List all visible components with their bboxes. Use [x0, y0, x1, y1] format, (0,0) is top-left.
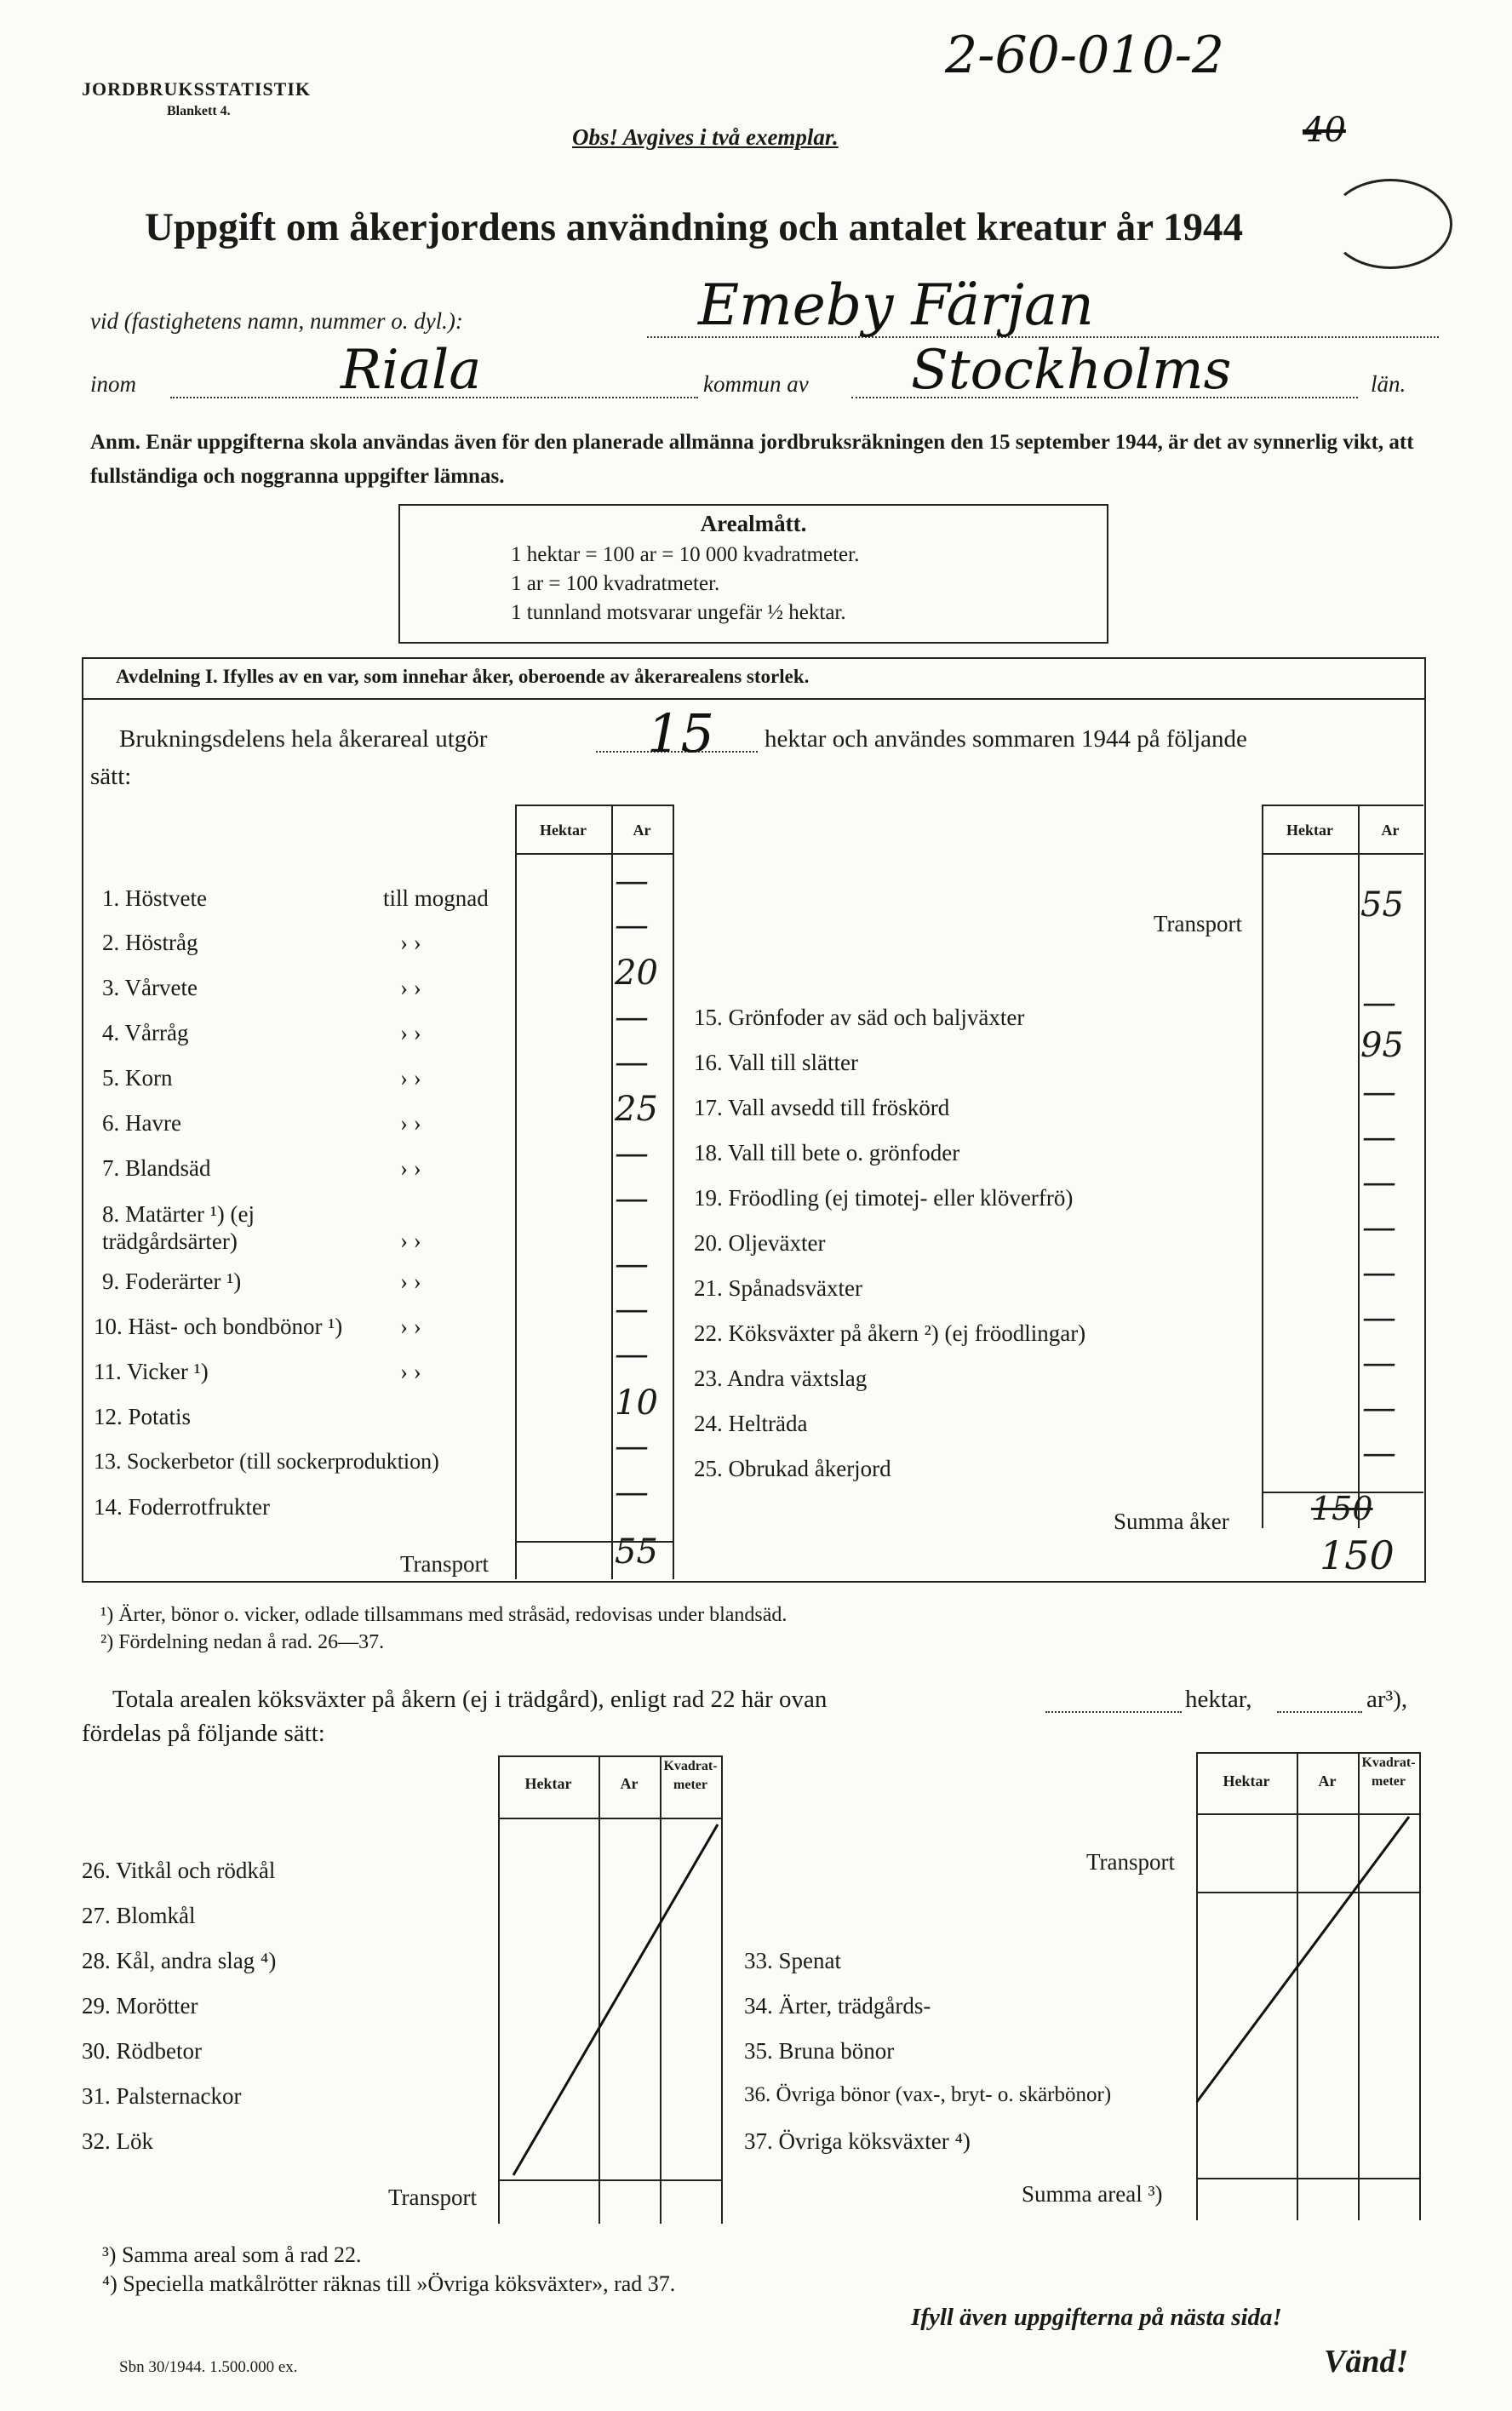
list-item: 26. Vitkål och rödkål [82, 1858, 276, 1883]
left-col-ar: Ar [633, 822, 651, 839]
summa-struck-value: 150 [1311, 1490, 1373, 1527]
summa-value: 150 [1320, 1532, 1395, 1578]
footnote-3: ³) Samma areal som å rad 22. [102, 2242, 362, 2267]
left-transport-label: Transport [400, 1551, 490, 1577]
list-item: 27. Blomkål [82, 1903, 196, 1928]
section-2-intro-b: fördelas på följande sätt: [82, 1720, 325, 1747]
inom-value: Riala [341, 339, 482, 402]
cell-value: — [615, 862, 649, 901]
list-item: 33. Spenat [744, 1948, 841, 1973]
section-1-divider [82, 698, 1425, 700]
list-item: 14. Foderrotfrukter [94, 1494, 270, 1520]
left-col-line-1 [515, 805, 517, 1579]
list-item: 11. Vicker ¹) [94, 1359, 209, 1384]
list-item: 36. Övriga bönor (vax-, bryt- o. skärbönor) [744, 2083, 1112, 2106]
fill-next-page-note: Ifyll även uppgifterna på nästa sida! [911, 2304, 1282, 2331]
list-item: 34. Ärter, trädgårds- [744, 1993, 931, 2019]
list-item: 25. Obrukad åkerjord [694, 1456, 891, 1481]
list-item: 23. Andra växtslag [694, 1366, 868, 1391]
left-col-hektar: Hektar [540, 822, 587, 839]
cell-value: — [615, 1043, 649, 1082]
vid-value: Emeby Färjan [698, 272, 1094, 338]
s2-left-transport-line [498, 2179, 721, 2181]
left-col-line-2 [611, 805, 613, 1579]
list-item: 19. Fröodling (ej timotej- eller klöverfrö) [694, 1185, 1074, 1211]
org-name: JORDBRUKSSTATISTIK [82, 78, 312, 100]
right-table-top [1262, 805, 1423, 806]
s2-left-col-4 [721, 1755, 723, 2224]
kommun-value: Stockholms [911, 339, 1232, 402]
reference-number: 2-60-010-2 [945, 26, 1225, 85]
list-item: 22. Köksväxter på åkern ²) (ej fröodlingar) [694, 1320, 1086, 1346]
list-item: 13. Sockerbetor (till sockerproduktion) [94, 1449, 439, 1474]
acreage-intro: Brukningsdelens hela åkerareal utgör [119, 725, 488, 753]
struck-number: 40 [1303, 111, 1346, 150]
s2-left-col-kvm: Kvadrat-meter [663, 1759, 718, 1792]
s2-right-transport: Transport [1086, 1849, 1176, 1875]
ditto-mark: › › [400, 1065, 421, 1091]
arealmatt-line3: 1 tunnland motsvarar ungefär ½ hektar. [511, 601, 846, 624]
arealmatt-line2: 1 ar = 100 kvadratmeter. [511, 572, 720, 595]
ditto-mark: › › [400, 1228, 421, 1253]
cell-value: — [1362, 1389, 1396, 1428]
right-col-ar: Ar [1381, 822, 1400, 839]
list-item: 32. Lök [82, 2128, 153, 2154]
list-item: 10. Häst- och bondbönor ¹) [94, 1314, 343, 1339]
cell-value: 25 [615, 1090, 658, 1129]
s2-left-transport: Transport [388, 2185, 478, 2210]
page-title: Uppgift om åkerjordens användning och antalet kreatur år 1944 [145, 205, 1243, 249]
arealmatt-title: Arealmått. [700, 511, 807, 536]
turn-over-note: Vänd! [1324, 2344, 1409, 2380]
list-item: 5. Korn [102, 1065, 173, 1091]
cell-value: — [615, 1179, 649, 1218]
s2-right-col-hektar: Hektar [1223, 1772, 1270, 1790]
right-col-line-2 [1358, 805, 1360, 1528]
left-transport-value: 55 [615, 1532, 658, 1572]
arealmatt-box [398, 504, 1108, 644]
lan-label: län. [1371, 371, 1406, 397]
cell-value: 95 [1360, 1026, 1404, 1065]
cell-value: — [1362, 1163, 1396, 1202]
left-table-header-line [515, 853, 673, 855]
s2-right-col-ar: Ar [1318, 1772, 1337, 1790]
right-col-hektar: Hektar [1286, 822, 1333, 839]
section-2-hektar-line [1045, 1711, 1182, 1713]
ditto-mark: › › [400, 1020, 421, 1045]
cell-value: — [1362, 1298, 1396, 1337]
list-item: 6. Havre [102, 1110, 181, 1136]
cell-value: — [615, 1134, 649, 1173]
cell-value: — [615, 1427, 649, 1466]
list-item: 7. Blandsäd [102, 1155, 211, 1181]
kommun-label: kommun av [703, 371, 809, 397]
cell-value: — [1362, 983, 1396, 1022]
cell-value: — [1362, 1343, 1396, 1383]
ditto-mark: › › [400, 1110, 421, 1136]
cell-value: 20 [615, 954, 658, 993]
s2-left-strike-icon [498, 1818, 721, 2179]
note-text: Anm. Enär uppgifterna skola användas även för den planerade allmänna jordbruksräkningen den 15 september 1944, är det av synnerlig vikt, att fullständiga och noggranna uppgifter lämnas. [90, 431, 1414, 488]
cell-value: 10 [615, 1383, 658, 1423]
s2-left-col-hektar: Hektar [524, 1775, 572, 1792]
list-item: 35. Bruna bönor [744, 2038, 895, 2064]
acreage-intro-b: hektar och användes sommaren 1944 på följande [765, 725, 1247, 753]
list-item: 8. Matärter ¹) (ej trädgårdsärter) [102, 1201, 255, 1254]
footnote-1: ¹) Ärter, bönor o. vicker, odlade tillsammans med stråsäd, redovisas under blandsäd. [100, 1604, 788, 1626]
obs-note: Obs! Avgives i två exemplar. [572, 124, 839, 150]
acreage-intro-c: sätt: [90, 763, 132, 790]
s2-summa-line [1196, 2178, 1419, 2179]
vid-label: vid (fastighetens namn, nummer o. dyl.): [90, 308, 463, 334]
cell-value: — [1362, 1208, 1396, 1247]
right-transport-value: 55 [1360, 885, 1404, 925]
section-2-intro: Totala arealen köksväxter på åkern (ej i trädgård), enligt rad 22 här ovan [112, 1686, 828, 1713]
section-1-title: Avdelning I. Ifylles av en var, som innehar åker, oberoende av åkerarealens storlek. [116, 666, 810, 687]
footnote-4: ⁴) Speciella matkålrötter räknas till »Övriga köksväxter», rad 37. [102, 2271, 676, 2296]
list-item: 4. Vårråg [102, 1020, 189, 1045]
list-item: 18. Vall till bete o. grönfoder [694, 1140, 960, 1165]
list-item: 1. Höstvete [102, 885, 207, 911]
list-item: 30. Rödbetor [82, 2038, 202, 2064]
summa-label: Summa åker [1114, 1509, 1229, 1534]
list-item: 37. Övriga köksväxter ⁴) [744, 2128, 971, 2154]
right-col-line-1 [1262, 805, 1263, 1528]
s2-right-strike-icon [1196, 1813, 1419, 2175]
footnote-2: ²) Fördelning nedan å rad. 26—37. [100, 1631, 385, 1653]
ditto-mark: › › [400, 1155, 421, 1181]
cell-value: — [615, 1290, 649, 1329]
ditto-mark: › › [400, 1268, 421, 1294]
list-item: 15. Grönfoder av säd och baljväxter [694, 1005, 1025, 1030]
s2-summa: Summa areal ³) [1022, 2181, 1163, 2207]
cell-value: — [1362, 1253, 1396, 1292]
list-item: 17. Vall avsedd till fröskörd [694, 1095, 950, 1120]
cell-value: — [615, 906, 649, 945]
cell-value: — [1362, 1073, 1396, 1112]
section-2-hektar: hektar, [1185, 1686, 1252, 1713]
cell-value: — [615, 1245, 649, 1284]
s2-left-col-ar: Ar [620, 1775, 639, 1792]
ditto-mark: › › [400, 1314, 421, 1339]
list-item: 24. Helträda [694, 1411, 808, 1436]
list-item: 31. Palsternackor [82, 2083, 242, 2109]
list-item: 20. Oljeväxter [694, 1230, 826, 1256]
right-transport-label: Transport [1154, 911, 1243, 936]
cell-value: — [615, 998, 649, 1037]
list-item: 16. Vall till slätter [694, 1050, 858, 1075]
section-2-ar-line [1277, 1711, 1362, 1713]
inom-label: inom [90, 371, 136, 397]
form-number: Blankett 4. [167, 104, 231, 118]
cell-value: — [615, 1473, 649, 1512]
s2-right-col-kvm: Kvadrat-meter [1361, 1755, 1416, 1789]
ditto-mark: › › [400, 975, 421, 1000]
list-item: 29. Morötter [82, 1993, 198, 2019]
ditto-mark: › › [400, 1359, 421, 1384]
right-table-header-line [1262, 853, 1423, 855]
s2-right-col-4 [1419, 1752, 1421, 2220]
acreage-value: 15 [647, 702, 714, 765]
list-item: 9. Foderärter ¹) [102, 1268, 242, 1294]
section-2-ar: ar³), [1366, 1686, 1408, 1713]
cell-value: — [615, 1335, 649, 1374]
left-col-line-3 [673, 805, 674, 1579]
till-mognad: till mognad [383, 885, 489, 911]
left-table-top [515, 805, 673, 806]
list-item: 3. Vårvete [102, 975, 198, 1000]
circle-mark [1328, 179, 1452, 269]
cell-value: — [1362, 1434, 1396, 1473]
cell-value: — [1362, 1118, 1396, 1157]
list-item: 21. Spånadsväxter [694, 1275, 862, 1301]
arealmatt-line1: 1 hektar = 100 ar = 10 000 kvadratmeter. [511, 543, 860, 566]
list-item: 28. Kål, andra slag ⁴) [82, 1948, 277, 1973]
list-item: 12. Potatis [94, 1404, 192, 1429]
ditto-mark: › › [400, 930, 421, 955]
list-item: 2. Höstråg [102, 930, 198, 955]
print-info: Sbn 30/1944. 1.500.000 ex. [119, 2358, 298, 2376]
